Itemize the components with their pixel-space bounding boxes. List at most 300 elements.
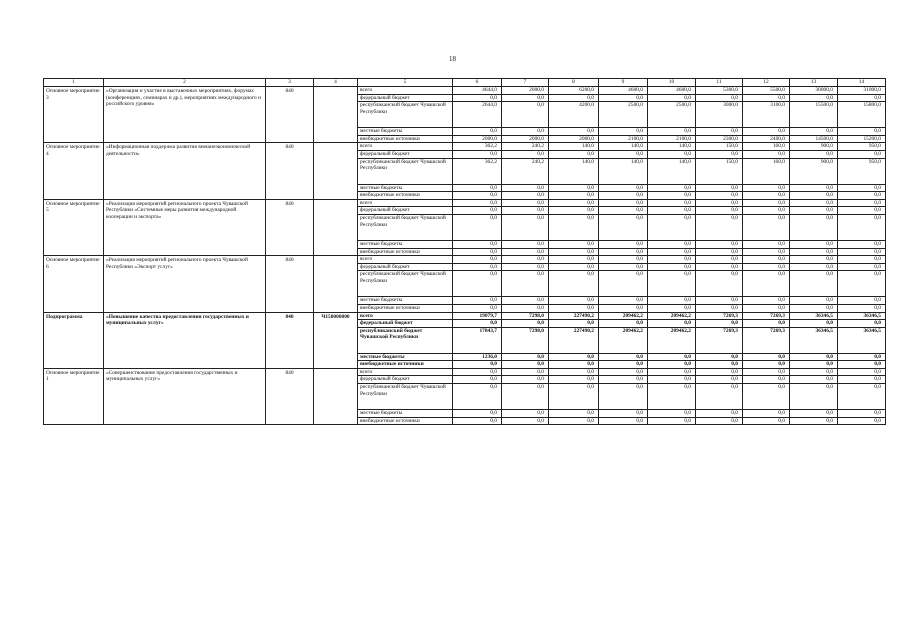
funding-value: 0,0	[648, 150, 696, 158]
program-code	[314, 368, 358, 424]
funding-value: 7269,3	[743, 312, 790, 320]
funding-value: 36346,5	[838, 327, 886, 353]
funding-value: 209462,2	[648, 327, 696, 353]
funding-value: 0,0	[743, 192, 790, 200]
header-row	[44, 79, 886, 87]
funding-value: 160,0	[743, 158, 790, 184]
funding-value: 0,0	[743, 417, 790, 425]
funding-value: 0,0	[790, 199, 838, 207]
funding-value: 2000,0	[502, 135, 549, 143]
funding-value: 0,0	[502, 320, 549, 328]
program-code	[314, 256, 358, 312]
funding-source: республиканский бюджет Чувашской Республики	[358, 327, 453, 353]
funding-value: 0,0	[648, 192, 696, 200]
funding-value: 0,0	[648, 184, 696, 192]
funding-value: 0,0	[696, 353, 743, 361]
funding-value: 0,0	[838, 214, 886, 240]
funding-value: 17843,7	[453, 327, 502, 353]
column-number: 14	[838, 79, 886, 87]
funding-value: 0,0	[790, 94, 838, 102]
funding-value: 0,0	[599, 263, 648, 271]
activity-type: Подпрограмма	[44, 312, 104, 368]
funding-value: 0,0	[549, 248, 599, 256]
funding-value: 0,0	[696, 297, 743, 305]
funding-source: местные бюджеты	[358, 240, 453, 248]
funding-value: 160,0	[743, 143, 790, 151]
funding-value: 0,0	[599, 150, 648, 158]
funding-value: 14500,0	[790, 135, 838, 143]
funding-value: 2500,0	[599, 102, 648, 128]
funding-value: 0,0	[790, 320, 838, 328]
funding-value: 0,0	[838, 184, 886, 192]
funding-value: 0,0	[549, 199, 599, 207]
funding-value: 362,2	[453, 143, 502, 151]
funding-value: 0,0	[743, 263, 790, 271]
funding-value: 7298,0	[502, 312, 549, 320]
responsible-code: 840	[266, 312, 314, 368]
funding-value: 950,0	[838, 158, 886, 184]
funding-value: 0,0	[549, 263, 599, 271]
funding-source: федеральный бюджет	[358, 207, 453, 215]
activity-type: Основное мероприятие 1	[44, 368, 104, 424]
program-code: Ч150000000	[314, 312, 358, 368]
funding-value: 0,0	[838, 361, 886, 369]
funding-value: 0,0	[648, 297, 696, 305]
funding-value: 0,0	[502, 128, 549, 136]
funding-value: 0,0	[502, 384, 549, 410]
table-row	[44, 256, 886, 264]
funding-value: 0,0	[502, 150, 549, 158]
funding-value: 0,0	[648, 417, 696, 425]
funding-value: 0,0	[743, 214, 790, 240]
funding-value: 0,0	[453, 304, 502, 312]
funding-value: 140,0	[549, 158, 599, 184]
funding-value: 0,0	[502, 256, 549, 264]
program-code	[314, 199, 358, 255]
column-number: 2	[104, 79, 266, 87]
funding-value: 0,0	[599, 207, 648, 215]
funding-value: 0,0	[696, 271, 743, 297]
funding-value: 0,0	[790, 184, 838, 192]
funding-value: 4600,0	[599, 87, 648, 95]
funding-source: всего	[358, 143, 453, 151]
column-number: 3	[266, 79, 314, 87]
funding-value: 0,0	[549, 417, 599, 425]
funding-value: 0,0	[599, 214, 648, 240]
table-row	[44, 199, 886, 207]
funding-value: 0,0	[502, 207, 549, 215]
funding-value: 0,0	[502, 102, 549, 128]
column-number: 9	[599, 79, 648, 87]
funding-value: 7269,3	[743, 327, 790, 353]
program-code	[314, 143, 358, 199]
funding-value: 240,2	[502, 158, 549, 184]
funding-value: 0,0	[790, 207, 838, 215]
funding-value: 0,0	[838, 256, 886, 264]
funding-value: 0,0	[743, 184, 790, 192]
funding-value: 0,0	[838, 368, 886, 376]
funding-value: 0,0	[502, 376, 549, 384]
funding-value: 0,0	[790, 384, 838, 410]
column-number: 12	[743, 79, 790, 87]
funding-value: 0,0	[790, 376, 838, 384]
funding-value: 0,0	[502, 184, 549, 192]
funding-value: 900,0	[790, 143, 838, 151]
funding-value: 0,0	[696, 199, 743, 207]
funding-value: 0,0	[453, 417, 502, 425]
funding-value: 0,0	[502, 263, 549, 271]
funding-value: 0,0	[838, 271, 886, 297]
funding-value: 0,0	[790, 150, 838, 158]
funding-value: 0,0	[549, 368, 599, 376]
funding-value: 31000,0	[838, 87, 886, 95]
funding-value: 0,0	[743, 248, 790, 256]
column-number: 7	[502, 79, 549, 87]
funding-value: 0,0	[502, 199, 549, 207]
funding-value: 0,0	[696, 376, 743, 384]
funding-value: 0,0	[453, 263, 502, 271]
funding-value: 140,0	[599, 143, 648, 151]
funding-value: 7298,0	[502, 327, 549, 353]
funding-source: внебюджетные источники	[358, 248, 453, 256]
funding-value: 140,0	[599, 158, 648, 184]
funding-value: 0,0	[838, 297, 886, 305]
funding-value: 209462,2	[599, 312, 648, 320]
column-number: 13	[790, 79, 838, 87]
funding-value: 0,0	[502, 248, 549, 256]
funding-value: 950,0	[838, 143, 886, 151]
funding-value: 0,0	[838, 304, 886, 312]
funding-value: 0,0	[838, 410, 886, 418]
responsible-code: 840	[266, 199, 314, 255]
funding-value: 0,0	[838, 248, 886, 256]
funding-value: 36346,5	[790, 327, 838, 353]
funding-value: 0,0	[549, 304, 599, 312]
funding-value: 0,0	[502, 271, 549, 297]
funding-value: 150,0	[696, 158, 743, 184]
funding-value: 0,0	[549, 214, 599, 240]
column-number: 5	[358, 79, 453, 87]
funding-value: 0,0	[453, 384, 502, 410]
funding-value: 0,0	[648, 248, 696, 256]
funding-value: 0,0	[453, 410, 502, 418]
funding-value: 0,0	[453, 94, 502, 102]
funding-value: 0,0	[743, 240, 790, 248]
funding-value: 0,0	[790, 271, 838, 297]
funding-value: 900,0	[790, 158, 838, 184]
funding-value: 0,0	[648, 214, 696, 240]
funding-value: 2300,0	[696, 135, 743, 143]
funding-source: местные бюджеты	[358, 410, 453, 418]
funding-value: 0,0	[648, 263, 696, 271]
funding-value: 0,0	[743, 368, 790, 376]
funding-source: всего	[358, 87, 453, 95]
funding-value: 0,0	[743, 207, 790, 215]
funding-value: 2100,0	[599, 135, 648, 143]
funding-value: 0,0	[696, 361, 743, 369]
funding-value: 0,0	[502, 297, 549, 305]
funding-value: 0,0	[648, 353, 696, 361]
funding-value: 36346,5	[790, 312, 838, 320]
funding-value: 0,0	[502, 361, 549, 369]
funding-value: 0,0	[453, 361, 502, 369]
funding-source: внебюджетные источники	[358, 135, 453, 143]
funding-value: 0,0	[549, 240, 599, 248]
funding-value: 0,0	[453, 128, 502, 136]
funding-value: 0,0	[549, 207, 599, 215]
table-row	[44, 143, 886, 151]
funding-value: 30000,0	[790, 87, 838, 95]
funding-value: 0,0	[790, 368, 838, 376]
funding-value: 0,0	[838, 94, 886, 102]
funding-value: 0,0	[743, 384, 790, 410]
funding-value: 0,0	[838, 320, 886, 328]
funding-value: 0,0	[599, 417, 648, 425]
funding-value: 7269,3	[696, 312, 743, 320]
funding-value: 0,0	[743, 361, 790, 369]
funding-value: 0,0	[648, 361, 696, 369]
funding-value: 0,0	[599, 199, 648, 207]
funding-value: 3100,0	[743, 102, 790, 128]
funding-value: 0,0	[790, 417, 838, 425]
funding-table	[43, 78, 886, 425]
funding-value: 0,0	[648, 304, 696, 312]
funding-source: местные бюджеты	[358, 128, 453, 136]
funding-value: 0,0	[502, 240, 549, 248]
funding-value: 0,0	[599, 128, 648, 136]
funding-value: 0,0	[838, 192, 886, 200]
table-row	[44, 368, 886, 376]
funding-value: 4600,0	[648, 87, 696, 95]
funding-source: местные бюджеты	[358, 297, 453, 305]
column-number: 11	[696, 79, 743, 87]
funding-value: 0,0	[648, 128, 696, 136]
responsible-code: 840	[266, 256, 314, 312]
funding-value: 0,0	[743, 376, 790, 384]
funding-value: 0,0	[549, 256, 599, 264]
funding-value: 0,0	[453, 256, 502, 264]
funding-value: 2000,0	[453, 135, 502, 143]
funding-value: 0,0	[696, 417, 743, 425]
table-body	[44, 79, 886, 425]
funding-value: 0,0	[453, 184, 502, 192]
funding-value: 0,0	[599, 240, 648, 248]
funding-value: 0,0	[502, 368, 549, 376]
funding-value: 3000,0	[696, 102, 743, 128]
funding-value: 2500,0	[648, 102, 696, 128]
funding-source: федеральный бюджет	[358, 320, 453, 328]
funding-value: 0,0	[696, 207, 743, 215]
funding-value: 0,0	[790, 214, 838, 240]
funding-value: 0,0	[696, 240, 743, 248]
funding-value: 0,0	[549, 192, 599, 200]
funding-value: 362,2	[453, 158, 502, 184]
responsible-code: 840	[266, 368, 314, 424]
funding-value: 0,0	[453, 207, 502, 215]
funding-value: 0,0	[838, 384, 886, 410]
funding-value: 0,0	[790, 192, 838, 200]
funding-source: местные бюджеты	[358, 184, 453, 192]
funding-source: внебюджетные источники	[358, 361, 453, 369]
funding-value: 0,0	[453, 376, 502, 384]
funding-value: 0,0	[502, 94, 549, 102]
funding-value: 0,0	[502, 417, 549, 425]
funding-value: 0,0	[838, 240, 886, 248]
funding-value: 0,0	[696, 304, 743, 312]
activity-name: «Информационная поддержка развития внешнеэкономической деятельности»	[104, 143, 266, 199]
funding-source: федеральный бюджет	[358, 376, 453, 384]
activity-type: Основное мероприятие 5	[44, 199, 104, 255]
funding-source: республиканский бюджет Чувашской Республики	[358, 214, 453, 240]
funding-value: 0,0	[453, 368, 502, 376]
funding-value: 0,0	[648, 256, 696, 264]
funding-value: 0,0	[453, 297, 502, 305]
funding-value: 2000,0	[549, 135, 599, 143]
funding-value: 0,0	[838, 199, 886, 207]
funding-value: 5500,0	[743, 87, 790, 95]
column-number: 6	[453, 79, 502, 87]
funding-value: 0,0	[696, 94, 743, 102]
funding-value: 0,0	[599, 320, 648, 328]
funding-source: местные бюджеты	[358, 353, 453, 361]
funding-value: 0,0	[696, 248, 743, 256]
funding-value: 0,0	[599, 353, 648, 361]
funding-source: внебюджетные источники	[358, 417, 453, 425]
funding-value: 209462,2	[648, 312, 696, 320]
funding-value: 0,0	[743, 256, 790, 264]
funding-source: всего	[358, 312, 453, 320]
funding-value: 0,0	[790, 304, 838, 312]
funding-value: 0,0	[838, 376, 886, 384]
funding-value: 0,0	[648, 410, 696, 418]
responsible-code: 840	[266, 143, 314, 199]
funding-value: 0,0	[453, 248, 502, 256]
funding-value: 4644,0	[453, 87, 502, 95]
program-code	[314, 87, 358, 143]
funding-value: 0,0	[696, 214, 743, 240]
funding-value: 0,0	[549, 384, 599, 410]
funding-value: 0,0	[453, 320, 502, 328]
funding-value: 0,0	[502, 214, 549, 240]
funding-value: 0,0	[838, 128, 886, 136]
funding-value: 0,0	[696, 192, 743, 200]
funding-value: 0,0	[549, 94, 599, 102]
funding-value: 0,0	[549, 353, 599, 361]
activity-type: Основное мероприятие 3	[44, 87, 104, 143]
funding-value: 0,0	[743, 304, 790, 312]
funding-value: 0,0	[599, 192, 648, 200]
funding-value: 0,0	[549, 320, 599, 328]
funding-value: 140,0	[549, 143, 599, 151]
funding-value: 0,0	[549, 150, 599, 158]
funding-value: 0,0	[696, 368, 743, 376]
funding-value: 0,0	[648, 368, 696, 376]
funding-value: 0,0	[599, 248, 648, 256]
funding-value: 0,0	[790, 361, 838, 369]
funding-value: 0,0	[696, 256, 743, 264]
funding-value: 0,0	[599, 361, 648, 369]
funding-value: 0,0	[696, 320, 743, 328]
funding-value: 2000,0	[502, 87, 549, 95]
funding-value: 0,0	[696, 128, 743, 136]
funding-value: 0,0	[743, 94, 790, 102]
funding-value: 0,0	[453, 150, 502, 158]
funding-value: 0,0	[790, 410, 838, 418]
funding-value: 36346,5	[838, 312, 886, 320]
funding-value: 0,0	[743, 271, 790, 297]
funding-source: республиканский бюджет Чувашской Республики	[358, 102, 453, 128]
funding-value: 0,0	[790, 353, 838, 361]
funding-value: 0,0	[599, 376, 648, 384]
funding-value: 227490,2	[549, 312, 599, 320]
funding-value: 0,0	[453, 214, 502, 240]
funding-value: 0,0	[453, 199, 502, 207]
funding-value: 0,0	[696, 184, 743, 192]
funding-value: 2644,0	[453, 102, 502, 128]
funding-value: 4200,0	[549, 102, 599, 128]
funding-source: всего	[358, 256, 453, 264]
funding-value: 0,0	[599, 256, 648, 264]
funding-value: 7269,3	[696, 327, 743, 353]
funding-value: 0,0	[599, 94, 648, 102]
activity-name: «Совершенствование предоставления государственных и муниципальных услуг»	[104, 368, 266, 424]
activity-type: Основное мероприятие 4	[44, 143, 104, 199]
funding-value: 15500,0	[790, 102, 838, 128]
funding-value: 0,0	[648, 271, 696, 297]
funding-source: всего	[358, 368, 453, 376]
funding-value: 0,0	[743, 320, 790, 328]
funding-value: 0,0	[549, 184, 599, 192]
column-number: 4	[314, 79, 358, 87]
funding-source: внебюджетные источники	[358, 192, 453, 200]
activity-name: «Реализация мероприятий регионального проекта Чувашской Республики «Экспорт услуг»	[104, 256, 266, 312]
funding-value: 0,0	[648, 376, 696, 384]
funding-value: 0,0	[838, 263, 886, 271]
funding-value: 0,0	[790, 256, 838, 264]
funding-value: 140,0	[648, 143, 696, 151]
activity-name: «Повышение качества предоставления государственных и муниципальных услуг»	[104, 312, 266, 368]
activity-name: «Организация и участие в выставочных мероприятиях, форумах (конференциях, семинарах и др.), мероприятиях международного и российского уровня»	[104, 87, 266, 143]
funding-value: 15800,0	[838, 102, 886, 128]
funding-value: 0,0	[743, 410, 790, 418]
funding-value: 0,0	[502, 353, 549, 361]
funding-value: 0,0	[648, 384, 696, 410]
funding-value: 0,0	[502, 410, 549, 418]
funding-value: 0,0	[502, 304, 549, 312]
funding-value: 0,0	[743, 128, 790, 136]
funding-value: 0,0	[696, 150, 743, 158]
funding-value: 0,0	[549, 376, 599, 384]
funding-value: 1236,0	[453, 353, 502, 361]
table-row	[44, 87, 886, 95]
funding-value: 0,0	[696, 263, 743, 271]
funding-value: 0,0	[743, 353, 790, 361]
funding-value: 0,0	[648, 320, 696, 328]
page-number: 18	[449, 55, 456, 63]
activity-name: «Реализация мероприятий регионального проекта Чувашской Республики «Системные меры развития международной кооперации и экспорта»	[104, 199, 266, 255]
funding-value: 0,0	[790, 240, 838, 248]
funding-value: 0,0	[599, 410, 648, 418]
funding-value: 0,0	[838, 417, 886, 425]
column-number: 8	[549, 79, 599, 87]
funding-value: 0,0	[549, 297, 599, 305]
funding-value: 0,0	[648, 199, 696, 207]
funding-value: 0,0	[599, 368, 648, 376]
funding-source: федеральный бюджет	[358, 94, 453, 102]
funding-value: 19079,7	[453, 312, 502, 320]
funding-value: 0,0	[549, 271, 599, 297]
funding-source: республиканский бюджет Чувашской Республики	[358, 158, 453, 184]
